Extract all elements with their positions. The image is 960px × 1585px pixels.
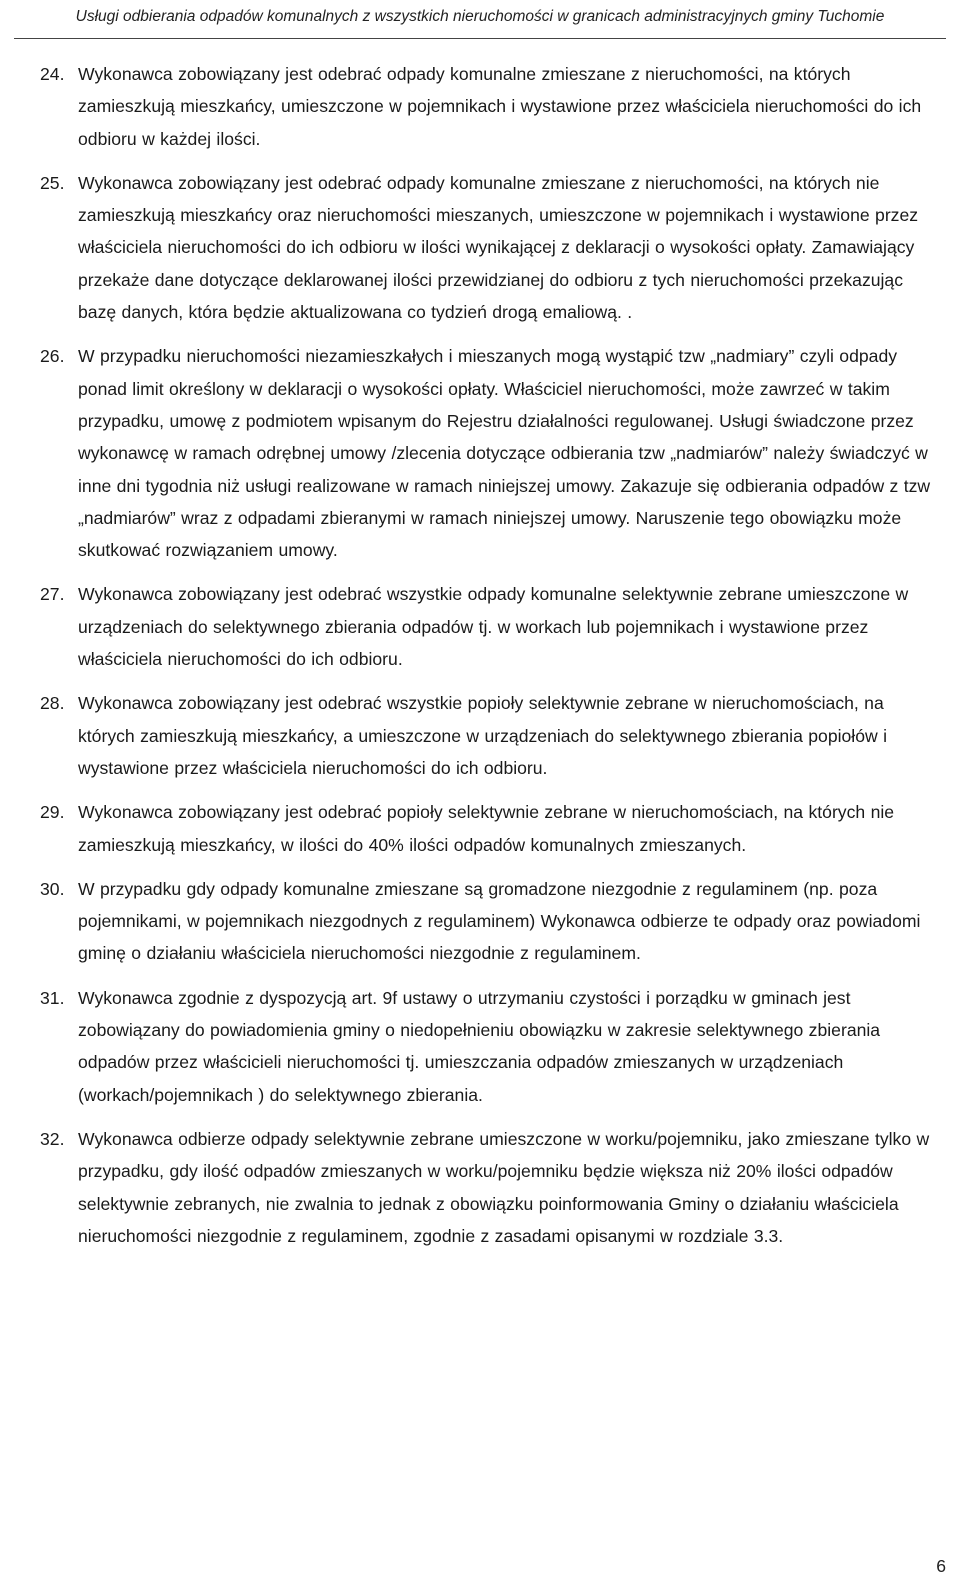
item-number: 29.: [40, 802, 65, 823]
list-item-32: [40, 1123, 945, 1252]
item-text: Wykonawca zgodnie z dyspozycją art. 9f ustawy o utrzymaniu czystości i porządku w gminach jest zobowiązany do powiadomienia gminy o niedopełnieniu obowiązku w zakresie selektywnego zbierania odpadów przez właścicieli nieruchomości tj. umieszczania odpadów zmieszanych w urządzeniach (workach/pojemnikach ) do selektywnego zbierania.: [78, 987, 881, 1105]
item-text: Wykonawca zobowiązany jest odebrać wszystkie popioły selektywnie zebrane w nieruchomościach, na których zamieszkują mieszkańcy, a umieszczone w urządzeniach do selektywnego zbierania popiołów i wystawione przez właściciela nieruchomości do ich odbioru.: [78, 693, 888, 778]
item-number: 25.: [40, 172, 65, 193]
item-text: Wykonawca zobowiązany jest odebrać popioły selektywnie zebrane w nieruchomościach, na których nie zamieszkują mieszkańcy, w ilości do 40% ilości odpadów komunalnych zmieszanych.: [78, 802, 895, 855]
list-item-28: [40, 687, 945, 784]
item-number: 24.: [40, 64, 65, 84]
item-text: Wykonawca odbierze odpady selektywnie zebrane umieszczone w worku/pojemniku, jako zmieszane tylko w przypadku, gdy ilość odpadów zmieszanych w worku/pojemniku będzie większa niż 20% ilości odpadów selektywnie zebranych, nie zwalnia to jednak z obowiązku poinformowania Gminy o działaniu właściciela nieruchomości niezgodnie z regulaminem, zgodnie z zasadami opisanymi w rozdziale 3.3.: [78, 1128, 930, 1246]
list-item-24: [40, 58, 945, 155]
list-item-26: [40, 340, 945, 566]
item-text: Wykonawca zobowiązany jest odebrać odpady komunalne zmieszane z nieruchomości, na których nie zamieszkują mieszkańcy oraz nieruchomości mieszanych, umieszczone w pojemnikach i wystawione przez właściciela nieruchomości do ich odbioru w ilości wynikającej z deklaracji o wysokości opłaty. Zamawiający przekaże dane dotyczące deklarowanej ilości przewidzianej do odbioru z tych nieruchomości przekazując bazę danych, która będzie aktualizowana co tydzień drogą emaliową. .: [78, 172, 919, 323]
page-number: 6: [936, 1556, 946, 1576]
item-text: W przypadku gdy odpady komunalne zmieszane są gromadzone niezgodnie z regulaminem (np. poza pojemnikami, w pojemnikach niezgodnych z regulaminem) Wykonawca odbierze te odpady oraz powiadomi gminę o działaniu właściciela nieruchomości niezgodnie z regulaminem.: [78, 878, 921, 964]
item-text: Wykonawca zobowiązany jest odebrać wszystkie odpady komunalne selektywnie zebrane umieszczone w urządzeniach do selektywnego zbierania odpadów tj. w workach lub pojemnikach i wystawione przez właściciela nieruchomości do ich odbioru.: [78, 584, 909, 670]
list-item-30: [40, 873, 945, 970]
list-item-25: [40, 167, 945, 328]
list-item-29: [40, 796, 945, 861]
header-title: Usługi odbierania odpadów komunalnych z wszystkich nieruchomości w granicach administracyjnych gminy Tuchomie: [75, 8, 885, 25]
list-item-27: [40, 578, 945, 675]
item-number: 26.: [40, 346, 65, 367]
item-number: 30.: [40, 878, 65, 899]
item-number: 28.: [40, 693, 65, 714]
item-number: 32.: [40, 1128, 65, 1149]
page-header: [0, 0, 960, 44]
item-text: W przypadku nieruchomości niezamieszkałych i mieszanych mogą wystąpić tzw „nadmiary” czyli odpady ponad limit określony w deklaracji o wysokości opłaty. Właściciel nieruchomości, może zawrzeć w takim przypadku, umowę z podmiotem wpisanym do Rejestru działalności regulowanej. Usługi świadczone przez wykonawcę w ramach odrębnej umowy /zlecenia dotyczące odbierania tzw „nadmiarów” należy świadczyć w inne dni tygodnia niż usługi realizowane w ramach niniejszej umowy. Zakazuje się odbierania odpadów z tzw „nadmiarów” wraz z odpadami zbieranymi w ramach niniejszej umowy. Naruszenie tego obowiązku może skutkować rozwiązaniem umowy.: [78, 346, 931, 561]
item-number: 27.: [40, 584, 65, 605]
numbered-list: [40, 58, 945, 1264]
list-item-31: [40, 982, 945, 1111]
item-number: 31.: [40, 987, 65, 1008]
item-text: Wykonawca zobowiązany jest odebrać odpady komunalne zmieszane z nieruchomości, na których zamieszkują mieszkańcy, umieszczone w pojemnikach i wystawione przez właściciela nieruchomości do ich odbioru w każdej ilości.: [78, 64, 922, 149]
header-divider: [14, 38, 946, 39]
